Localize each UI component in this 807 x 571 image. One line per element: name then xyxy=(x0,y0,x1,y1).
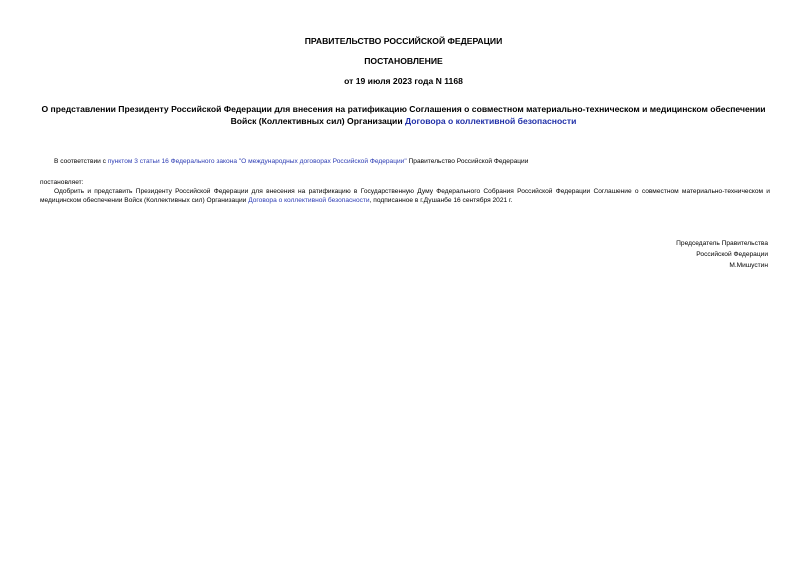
main-paragraph-suffix: , подписанное в г.Душанбе 16 сентября 2021 г. xyxy=(369,197,513,204)
document-type-heading: ПОСТАНОВЛЕНИЕ xyxy=(364,56,443,66)
resolves-text: постановляет: xyxy=(40,179,84,186)
main-paragraph xyxy=(40,187,770,205)
signature-position: Председатель Правительства xyxy=(676,240,768,247)
signature-block xyxy=(568,238,768,271)
document-title-text: О представлении Президенту Российской Федерации для внесения на ратификацию Соглашения о совместном материально-техническом и медицинском обеспечении Войск (Коллективных сил) Организации xyxy=(41,104,766,126)
preamble-suffix: Правительство Российской Федерации xyxy=(406,158,529,165)
preamble-prefix: В соответствии с xyxy=(54,158,108,165)
preamble-paragraph xyxy=(54,157,774,166)
main-paragraph-treaty-link[interactable]: Договора о коллективной безопасности xyxy=(248,197,370,204)
document-title xyxy=(40,104,767,127)
main-paragraph-text: Одобрить и представить Президенту Российской Федерации для внесения на ратификацию в Государственную Думу Федерального Собрания Российской Федерации Соглашение о совместном материально-техническом и медицинском обеспечении Войск (Коллективных сил) Организации xyxy=(40,188,770,204)
date-number-heading: от 19 июля 2023 года N 1168 xyxy=(344,76,463,86)
government-heading: ПРАВИТЕЛЬСТВО РОССИЙСКОЙ ФЕДЕРАЦИИ xyxy=(304,36,503,46)
signature-organization: Российской Федерации xyxy=(696,251,768,258)
title-treaty-link[interactable]: Договора о коллективной безопасности xyxy=(405,115,577,126)
preamble-law-link[interactable]: пунктом 3 статьи 16 Федерального закона "О международных договорах Российской Федерации" xyxy=(107,158,407,165)
signature-name: М.Мишустин xyxy=(729,262,768,269)
